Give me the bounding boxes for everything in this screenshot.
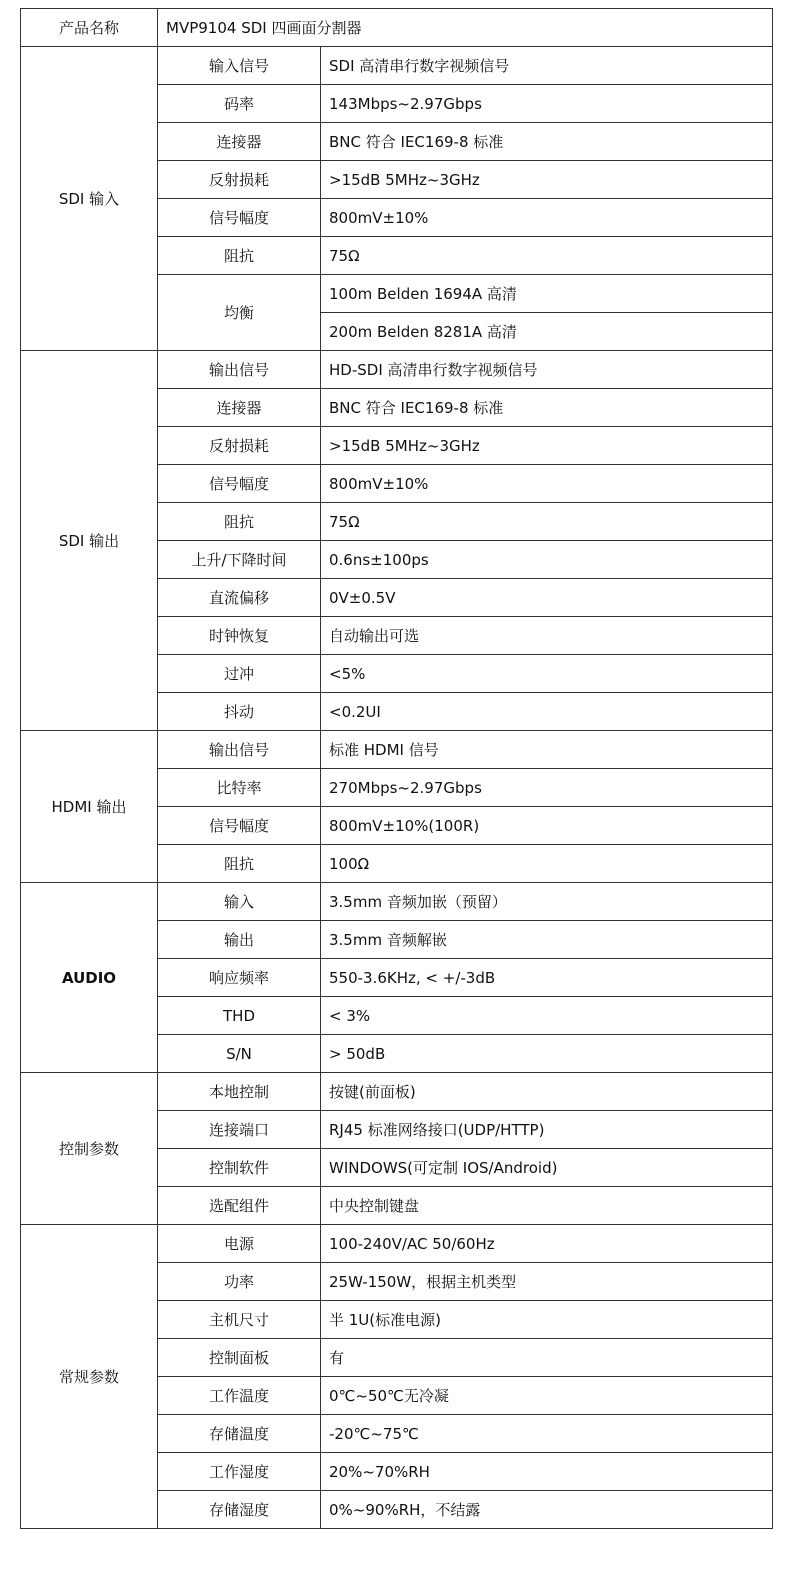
table-row: [21, 1225, 773, 1263]
param-value: 中央控制键盘: [321, 1187, 773, 1225]
param-value: >15dB 5MHz~3GHz: [321, 161, 773, 199]
param-value: 143Mbps~2.97Gbps: [321, 85, 773, 123]
param-label: 本地控制: [158, 1073, 321, 1111]
param-label: 过冲: [158, 655, 321, 693]
param-value: 75Ω: [321, 237, 773, 275]
param-label: 存储温度: [158, 1415, 321, 1453]
param-label: 连接端口: [158, 1111, 321, 1149]
section-control: 控制参数: [21, 1073, 158, 1225]
param-label: 主机尺寸: [158, 1301, 321, 1339]
section-sdi-input: SDI 输入: [21, 47, 158, 351]
param-value: 20%~70%RH: [321, 1453, 773, 1491]
param-label: 信号幅度: [158, 465, 321, 503]
param-label: 时钟恢复: [158, 617, 321, 655]
param-label: 阻抗: [158, 503, 321, 541]
param-value: 800mV±10%: [321, 465, 773, 503]
param-label: 反射损耗: [158, 427, 321, 465]
param-value: 270Mbps~2.97Gbps: [321, 769, 773, 807]
param-value: 800mV±10%(100R): [321, 807, 773, 845]
param-label: 功率: [158, 1263, 321, 1301]
param-label: 工作湿度: [158, 1453, 321, 1491]
table-row: [21, 883, 773, 921]
param-label: 阻抗: [158, 845, 321, 883]
param-value: 有: [321, 1339, 773, 1377]
param-label: 选配组件: [158, 1187, 321, 1225]
param-value: 25W-150W，根据主机类型: [321, 1263, 773, 1301]
param-value: 自动输出可选: [321, 617, 773, 655]
param-value: < 3%: [321, 997, 773, 1035]
param-value: 100-240V/AC 50/60Hz: [321, 1225, 773, 1263]
param-value: <5%: [321, 655, 773, 693]
param-value: 75Ω: [321, 503, 773, 541]
section-audio: AUDIO: [21, 883, 158, 1073]
param-label: 信号幅度: [158, 199, 321, 237]
param-value: 200m Belden 8281A 高清: [321, 313, 773, 351]
param-value: WINDOWS(可定制 IOS/Android): [321, 1149, 773, 1187]
param-label: 上升/下降时间: [158, 541, 321, 579]
param-value: -20℃~75℃: [321, 1415, 773, 1453]
param-label: 阻抗: [158, 237, 321, 275]
param-value: 100m Belden 1694A 高清: [321, 275, 773, 313]
section-sdi-output: SDI 输出: [21, 351, 158, 731]
param-value: 100Ω: [321, 845, 773, 883]
param-value: 0%~90%RH，不结露: [321, 1491, 773, 1529]
param-label: 工作温度: [158, 1377, 321, 1415]
param-value: 0.6ns±100ps: [321, 541, 773, 579]
param-label: 比特率: [158, 769, 321, 807]
param-value: BNC 符合 IEC169-8 标准: [321, 123, 773, 161]
param-value: RJ45 标准网络接口(UDP/HTTP): [321, 1111, 773, 1149]
param-value: 按键(前面板): [321, 1073, 773, 1111]
param-value: HD-SDI 高清串行数字视频信号: [321, 351, 773, 389]
param-label: THD: [158, 997, 321, 1035]
param-value: > 50dB: [321, 1035, 773, 1073]
param-label: 连接器: [158, 389, 321, 427]
table-row: [21, 1073, 773, 1111]
param-label: 响应频率: [158, 959, 321, 997]
section-general: 常规参数: [21, 1225, 158, 1529]
spec-table: [20, 8, 773, 1529]
product-name-label: 产品名称: [21, 9, 158, 47]
param-label: 连接器: [158, 123, 321, 161]
section-hdmi-output: HDMI 输出: [21, 731, 158, 883]
param-label: 码率: [158, 85, 321, 123]
table-row: [21, 47, 773, 85]
header-row: [21, 9, 773, 47]
param-value: BNC 符合 IEC169-8 标准: [321, 389, 773, 427]
param-label: 存储湿度: [158, 1491, 321, 1529]
table-row: [21, 731, 773, 769]
param-value: 800mV±10%: [321, 199, 773, 237]
param-label: 直流偏移: [158, 579, 321, 617]
param-value: SDI 高清串行数字视频信号: [321, 47, 773, 85]
param-value: 3.5mm 音频解嵌: [321, 921, 773, 959]
param-value: 标准 HDMI 信号: [321, 731, 773, 769]
param-value: 0V±0.5V: [321, 579, 773, 617]
param-label-equalization: 均衡: [158, 275, 321, 351]
param-label: 控制面板: [158, 1339, 321, 1377]
param-label: 输出信号: [158, 351, 321, 389]
param-label: 抖动: [158, 693, 321, 731]
param-value: 半 1U(标准电源): [321, 1301, 773, 1339]
param-value: 0℃~50℃无冷凝: [321, 1377, 773, 1415]
param-value: <0.2UI: [321, 693, 773, 731]
param-label: 输入: [158, 883, 321, 921]
param-label: 信号幅度: [158, 807, 321, 845]
param-label: 反射损耗: [158, 161, 321, 199]
product-name-value: MVP9104 SDI 四画面分割器: [158, 9, 773, 47]
param-value: 550-3.6KHz, < +/-3dB: [321, 959, 773, 997]
param-value: 3.5mm 音频加嵌（预留）: [321, 883, 773, 921]
param-value: >15dB 5MHz~3GHz: [321, 427, 773, 465]
param-label: 输出: [158, 921, 321, 959]
param-label: 输入信号: [158, 47, 321, 85]
param-label: 电源: [158, 1225, 321, 1263]
table-row: [21, 351, 773, 389]
param-label: S/N: [158, 1035, 321, 1073]
param-label: 输出信号: [158, 731, 321, 769]
param-label: 控制软件: [158, 1149, 321, 1187]
